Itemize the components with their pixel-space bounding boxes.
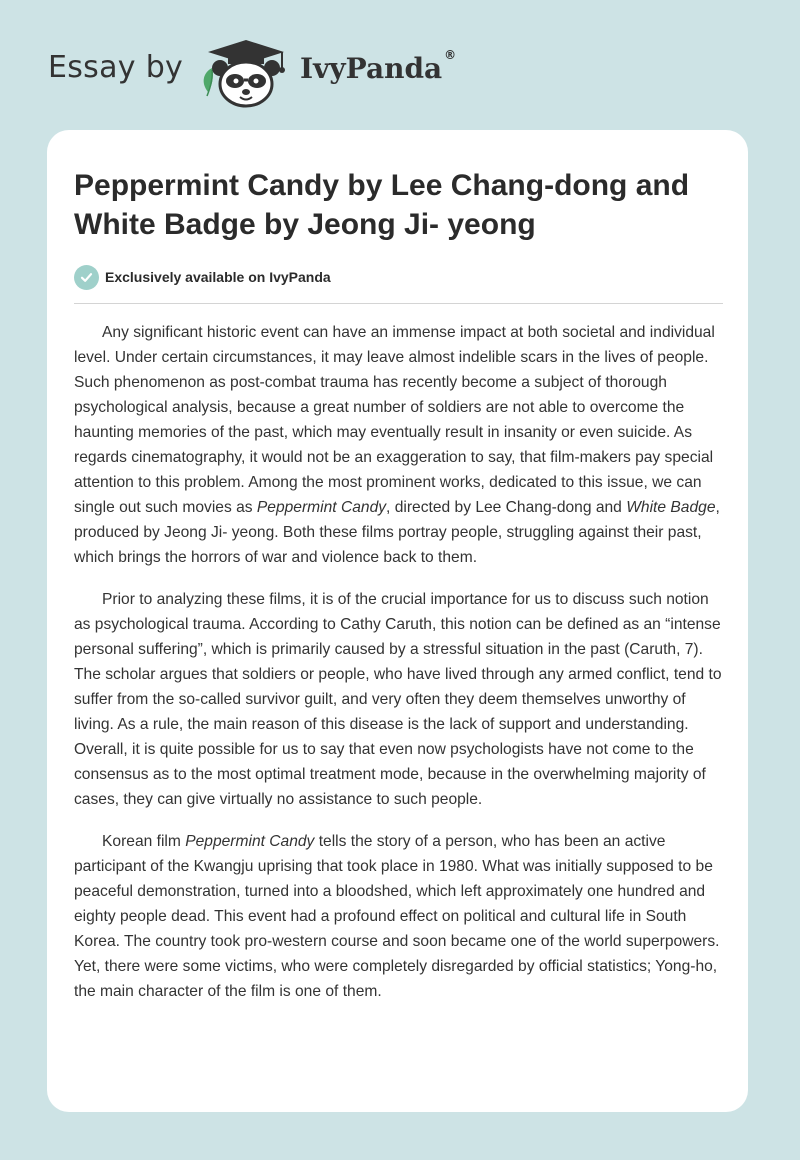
paragraph-1-text-b: , directed by Lee Chang-dong and: [386, 499, 627, 516]
essay-by-label: Essay by: [48, 50, 184, 85]
site-header: [0, 0, 800, 130]
paragraph-1-text-a: Any significant historic event can have an immense impact at both societal and individual level. Under certain circumstances, it may leave almost indelible scars in the lives of people. Such phenomenon as post-combat trauma has recently become a subject of thorough psychological analysis, because a great number of soldiers are not able to overcome the haunting memories of the past, which may eventually result in insanity or even suicide. As regards cinematography, it would not be an exaggeration to say, that film-makers pay special attention to this problem. Among the most prominent works, dedicated to this issue, we can single out such movies as: [74, 324, 715, 516]
paragraph-3: [74, 829, 726, 1004]
film-title-peppermint-candy: Peppermint Candy: [185, 833, 315, 850]
trademark-symbol: ®: [444, 48, 457, 62]
film-title-white-badge: White Badge: [626, 499, 716, 516]
exclusive-badge: [74, 264, 331, 290]
essay-body: [74, 320, 726, 1021]
check-circle-icon: [74, 265, 99, 290]
paragraph-3-text-a: Korean film: [102, 833, 186, 850]
brand-logo-text[interactable]: [300, 48, 457, 85]
paragraph-2: Prior to analyzing these films, it is of the crucial importance for us to discuss such notion as psychological trauma. According to Cathy Caruth, this notion can be defined as an “intense personal suffering”, which is primarily caused by a stressful situation in the past (Caruth, 7). The scholar argues that soldiers or people, who have lived through any armed conflict, tend to suffer from the so-called survivor guilt, and very often they deem themselves unworthy of living. As a rule, the main reason of this disease is the lack of support and understanding. Overall, it is quite possible for us to say that even now psychologists have not come to the consensus as to the most optimal treatment mode, because in the overwhelming majority of cases, they can give virtually no assistance to such people.: [74, 591, 722, 808]
exclusive-label: Exclusively available on IvyPanda: [105, 269, 331, 285]
paragraph-1-text-c: , produced by Jeong Ji- yeong. Both these films portray people, struggling against their past, which brings the horrors of war and violence back to them.: [74, 499, 720, 566]
title-divider: [74, 303, 723, 304]
panda-graduate-icon[interactable]: [198, 34, 294, 110]
paragraph-1: [74, 320, 726, 570]
essay-card: [47, 130, 748, 1112]
brand-name: IvyPanda: [300, 52, 443, 85]
essay-title: Peppermint Candy by Lee Chang-dong and White Badge by Jeong Ji- yeong: [74, 169, 690, 241]
paragraph-3-text-b: tells the story of a person, who has been an active participant of the Kwangju uprising that took place in 1980. What was initially supposed to be peaceful demonstration, turned into a bloodshed, which left approximately one hundred and eighty people dead. This event had a profound effect on political and cultural life in South Korea. The country took pro-western course and soon became one of the world superpowers. Yet, there were some victims, who were completely disregarded by official statistics; Yong-ho, the main character of the film is one of them.: [74, 833, 720, 1000]
film-title-peppermint-candy: Peppermint Candy: [256, 499, 387, 516]
